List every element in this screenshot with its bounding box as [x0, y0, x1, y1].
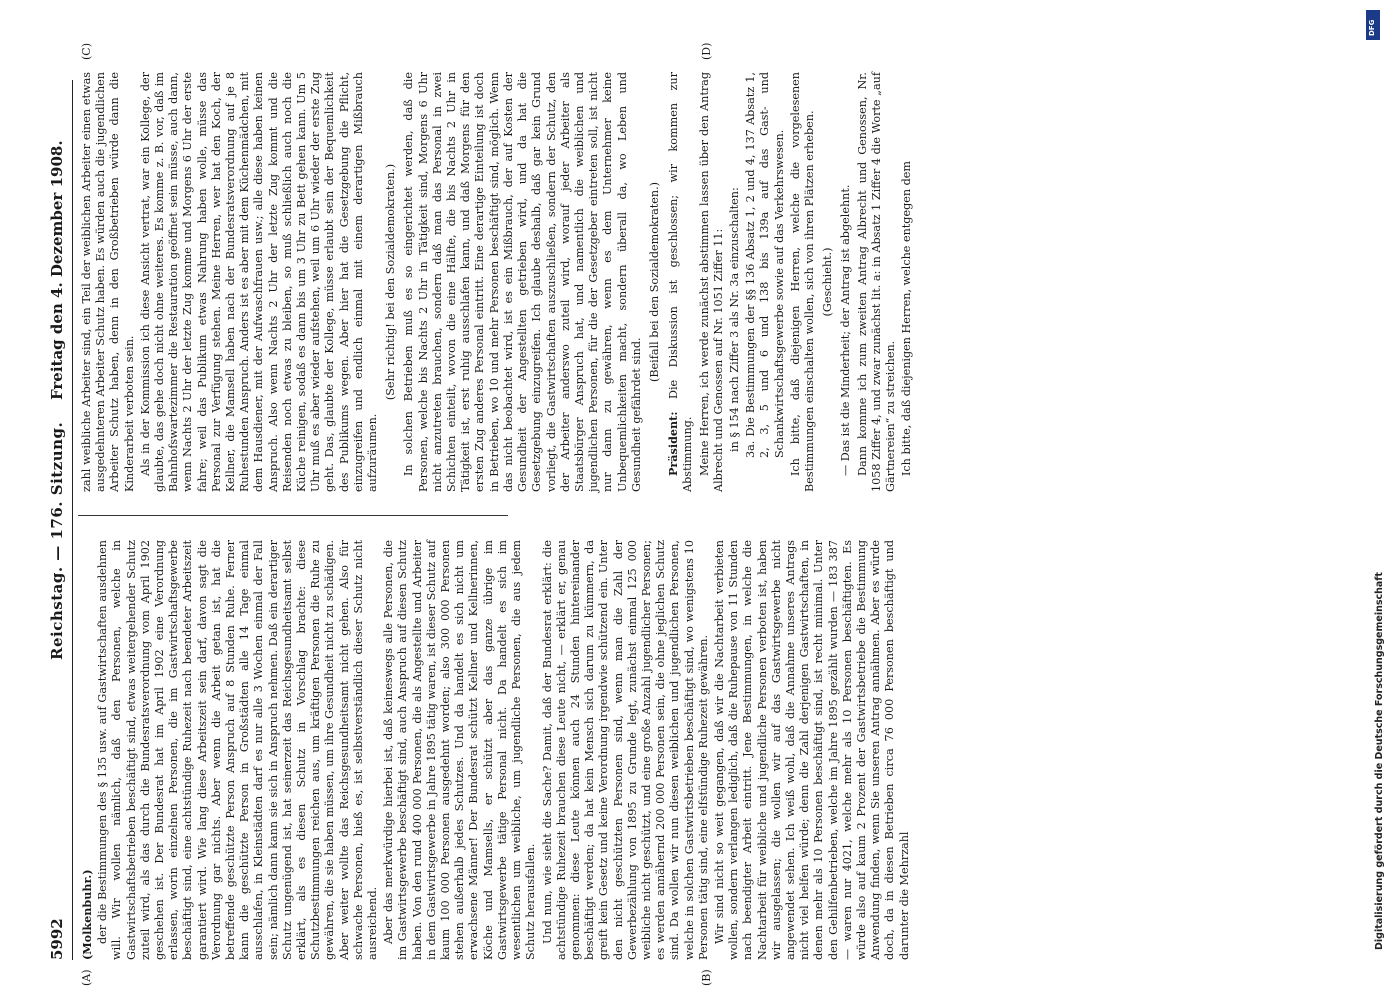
right-column — [80, 72, 916, 492]
margin-letter-a: (A) — [80, 969, 93, 986]
paragraph: Und nun, wie sieht die Sache? Damit, daß der Bundesrat erklärt: die achtstündige Ruhezeit brauchen diese Leute nicht, — erklärt er, genau genommen: diese Leute können auch 24 Stunden hintereinander beschäftigt werden; da hat kein Mensch sich darum zu kümmern, da greift kein Gesetz und keine Verordnung irgendwie schützend ein. Unter den nicht geschützten Personen sind, wenn man die Zahl der Gewerbezählung von 1895 zu Grunde legt, zunächst einmal 125 000 weibliche nicht geschützt, und eine große Anzahl jugendlicher Personen; es werden annähernd 200 000 Personen sein, die ohne jeglichen Schutz sind. Da wollen wir nun diesen weiblichen und jugendlichen Personen, welche in solchen Gastwirtsbetrieben beschäftigt sind, wo wenigstens 10 Personen tätig sind, eine elfstündige Ruhezeit gewähren. — [540, 540, 710, 960]
page-header — [48, 80, 70, 960]
paragraph: Aber das merkwürdige hierbei ist, daß keineswegs alle Personen, die im Gastwirtsgewerbe beschäftigt sind, auch Anspruch auf diesen Schutz haben. Von den rund 400 000 Personen, die als Angestellte und Arbeiter in dem Gastwirtsgewerbe in Jahre 1895 tätig waren, ist dieser Schutz auf kaum 100 000 Personen ausgedehnt worden; also 300 000 Personen stehen außerhalb jedes Schutzes. Und da handelt es sich nicht um erwachsene Männer! Der Bundesrat schützt Kellner und Kellnerinnen, Köche und Mamsells, er schützt aber das ganze übrige im Gastwirtsgewerbe tätige Personal nicht. Da handelt es sich im wesentlichen um weibliche, um jugendliche Personen, die aus jedem Schutz herausfallen. — [382, 540, 538, 960]
header-session: Reichstag. — 176. Sitzung. — [48, 421, 66, 660]
speaker-name: (Molkenbuhr.) — [80, 869, 94, 960]
digitization-credit — [1364, 10, 1385, 950]
vote-result: — Das ist die Minderheit; der Antrag ist abgelehnt. — [839, 184, 853, 476]
paragraph: In solchen Betrieben muß es so eingerichtet werden, daß die Personen, welche bis Nachts 2 Uhr in Tätigkeit sind, Morgens 6 Uhr nicht anzutreten brauchen, sondern daß man das Personal in zwei Schichten einteilt, wovon die eine Hälfte, die bis Nachts 2 Uhr in Tätigkeit ist, erst ruhig ausschlafen kann, und daß Morgens für den ersten Zug anderes Personal eintritt. Eine derartige Einteilung ist doch in Betrieben, wo 10 und mehr Personen beschäftigt sind, möglich. Wenn das nicht beobachtet wird, ist es ein Mißbrauch, der auf Kosten der Gesundheit der Angestellten getrieben wird, und da hat die Gesetzgebung einzugreifen. Ich glaube deshalb, daß gar kein Grund vorliegt, die Gastwirtschaften auszuschließen, sondern der Schutz, den der Arbeiter anderswo zuteil wird, worauf jeder Arbeiter als Staatsbürger Anspruch hat, und namentlich die weiblichen und jugendlichen Personen, für die der Gesetzgeber eintreten soll, ist nicht nur dann zu gewähren, wenn es dem Unternehmer keine Unbequemlichkeiten macht, sondern überall da, wo Leben und Gesundheit gefährdet sind. — [402, 72, 643, 492]
paragraph: Dann komme ich zum zweiten Antrag Albrecht und Genossen, Nr. 1058 Ziffer 4, und zwar zunächst lit. a: in Absatz 1 Ziffer 4 die Worte „auf Gärtnereien“ zu streichen. — [855, 72, 897, 492]
interjection: (Sehr richtig! bei den Sozialdemokraten.) — [384, 163, 398, 401]
margin-letter-b: (B) — [700, 969, 713, 986]
paragraph: zahl weibliche Arbeiter sind, ein Teil der weiblichen Arbeiter einen etwas ausgedehnteren Arbeiter Schutz haben. Es würden auch die jugendlichen Arbeiter Schutz haben, denn in den Großbetrieben würde dann die Kinderarbeit verboten sein. — [80, 72, 136, 492]
paragraph: Wir sind nicht so weit gegangen, daß wir die Nachtarbeit verbieten wollen, sondern verlangen lediglich, daß die Ruhepause von 11 Stunden nach beendigter Arbeit eintritt. Jene Bestimmungen, in welche die Nachtarbeit für weibliche und jugendliche Personen verboten ist, haben wir ausgelassen; die wollen wir auf das Gastwirtsgewerbe nicht angewendet sehen. Ich weiß wohl, daß die Annahme unseres Antrags nicht viel helfen würde; denn die Zahl derjenigen Gastwirtschaften, in denen mehr als 10 Personen beschäftigt sind, ist recht minimal. Unter den Gehilfenbetrieben, welche im Jahre 1895 gezählt wurden — 183 387 — waren nur 4021, welche mehr als 10 Personen beschäftigten. Es würde also auf kaum 2 Prozent der Gastwirtsbetriebe die Bestimmung Anwendung finden, wenn Sie unseren Antrag annähmen. Aber es würde doch, da in diesen Betrieben circa 76 000 Personen beschäftigt und darunter die Mehrzahl — [712, 540, 911, 960]
paragraph: Als in der Kommission ich diese Ansicht vertrat, war ein Kollege, der glaubte, das gehe doch nicht ohne weiteres. Es komme z. B. vor, daß im Bahnhofswartezimmer die Restauration geöffnet sein müsse, auch dann, wenn Nachts 2 Uhr der letzte Zug komme und Morgens 6 Uhr der erste fahre; weil das Publikum etwas Nahrung haben wolle, müsse das Personal zur Verfügung stehen. Meine Herren, wer hat den Koch, der Kellner, die Mamsell haben nach der Bundesratsverordnung auf je 8 Ruhestunden Anspruch. Anders ist es aber mit dem Küchenmädchen, mit dem Hausdiener, mit der Aufwaschfrauen usw.; alle diese haben keinen Anspruch. Also wenn Nachts 2 Uhr der letzte Zug kommt und die Reisenden noch etwas zu bleiben, so muß schließlich auch noch die Küche reinigen, sodaß es dann bis um 3 Uhr zu Bett gehen kann. Um 5 Uhr muß es aber wieder aufstehen, weil um 6 Uhr wieder der erste Zug geht. Das, glaubte der Kollege, müsse erlaubt sein der Bequemlichkeit des Publikums wegen. Aber hier hat die Gesetzgebung die Pflicht, einzugreifen und endlich einmal mit einem derartigen Mißbrauch aufzuräumen. — [138, 72, 380, 492]
president-label: Präsident: — [666, 411, 681, 476]
motion-line: 3a. Die Bestimmungen der §§ 136 Absatz 1, 2 und 4, 137 Absatz 1, 2, 3, 5 und 6 und 138 bis 139a auf das Gast- und Schankwirtschaftsgewerbe sowie auf das Verkehrswesen. — [744, 72, 786, 458]
motion-line: in § 154 nach Ziffer 3 als Nr. 3a einzuschalten: — [727, 187, 741, 452]
column-divider — [78, 515, 508, 516]
margin-letter-c: (C) — [80, 43, 93, 60]
president-statement: Die Diskussion ist geschlossen; wir kommen zur Abstimmung. — [667, 72, 695, 492]
header-date: Freitag den 4. Dezember 1908. — [48, 140, 66, 400]
header-rule — [72, 80, 73, 960]
paragraph: der die Bestimmungen des § 135 usw. auf Gastwirtschaften ausdehnen will. Wir wollen nämlich, daß den Personen, welche in Gastwirtschaftsbetrieben beschäftigt sind, etwas weitergehender Schutz zuteil wird, als das durch die Bundesratsverordnung vom April 1902 geschehen ist. Der Bundesrat hat im April 1902 eine Verordnung erlassen, worin einzelnen Personen, die im Gastwirtschaftsgewerbe beschäftigt sind, eine achtstündige Ruhezeit nach beendeter Arbeitszeit garantiert wird. Wie lang diese Arbeitszeit sein darf, davon sagt die Verordnung gar nichts. Aber wenn die Arbeit getan ist, hat die betreffende geschützte Person Anspruch auf 8 Stunden Ruhe. Ferner kann die geschützte Person in Großstädten alle 14 Tage einmal ausschlafen, in Kleinstädten darf es nur alle 3 Wochen einmal der Fall sein; nämlich dann kann sie sich in Anspruch nehmen. Daß ein derartiger Schutz ungenügend ist, hat seinerzeit das Reichsgesundheitsamt selbst erklärt, als es diesen Schutz in Vorschlag brachte: diese Schutzbestimmungen reichen aus, um kräftigen Personen die Ruhe zu gewähren, die sie haben müssen, um ihre Gesundheit nicht zu schädigen. Aber weiter wollte das Reichsgesundheitsamt nicht gehen. Also für schwache Personen, hieß es, ist selbstverständlich dieser Schutz nicht ausreichend. — [96, 540, 380, 960]
interjection: (Geschieht.) — [821, 247, 835, 317]
paragraph: Ich bitte, daß diejenigen Herren, welche entgegen dem — [900, 160, 914, 476]
paragraph: Meine Herren, ich werde zunächst abstimmen lassen über den Antrag Albrecht und Genossen auf Nr. 1051 Ziffer 11: — [697, 72, 725, 492]
credit-text: Digitalisierung gefördert durch die Deutsche Forschungsgemeinschaft — [1374, 572, 1385, 950]
margin-letter-d: (D) — [700, 42, 713, 60]
left-column — [80, 540, 914, 960]
paragraph: Ich bitte, daß diejenigen Herren, welche die vorgelesenen Bestimmungen einschalten wollen, sich von ihren Plätzen erheben. — [788, 72, 816, 492]
dfg-logo: DFG — [1366, 10, 1380, 40]
page-number: 5992 — [48, 918, 66, 960]
interjection: (Beifall bei den Sozialdemokraten.) — [647, 181, 661, 383]
